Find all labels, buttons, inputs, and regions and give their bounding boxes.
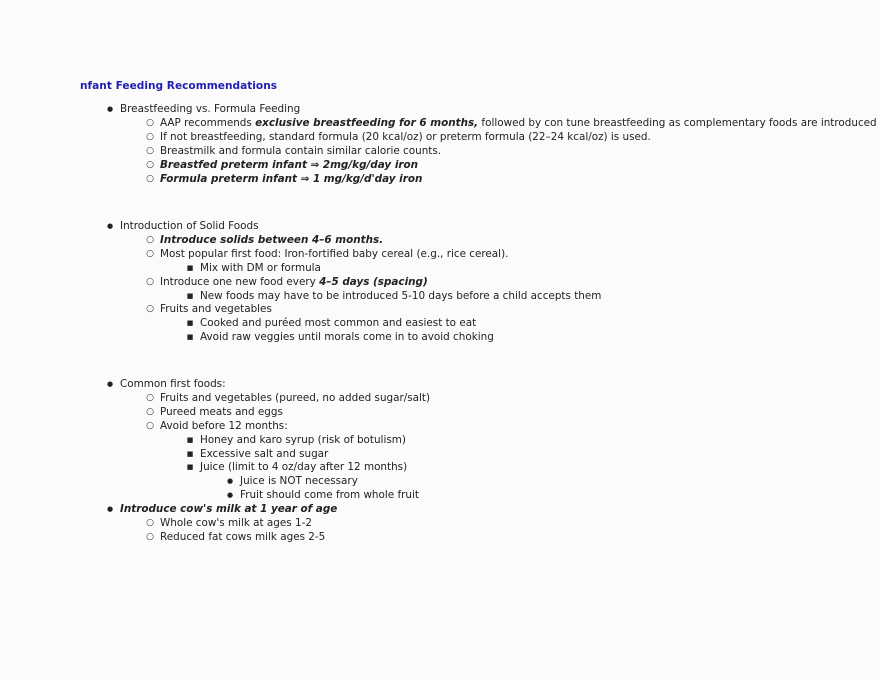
list-item-text: Avoid before 12 months: [160,420,288,432]
list-item-text: Fruits and vegetables (pureed, no added sugar/salt) [160,392,431,404]
list-item-text: Juice is NOT necessary [240,475,358,487]
list-item-text: Juice (limit to 4 oz/day after 12 months) [200,461,408,473]
list-item-text: Most popular first food: Iron-fortified baby cereal (e.g., rice cereal). [160,248,509,260]
bullet-square-icon [180,433,200,447]
bullet-disc-icon [220,474,240,488]
list-item-text: Fruits and vegetables [160,303,272,315]
bullet-disc-icon [100,102,120,116]
section-heading: Common first foods: [120,378,226,390]
list-item-text: Formula preterm infant ⇒ 1 mg/kg/d'day iron [160,173,423,185]
document-title: nfant Feeding Recommendations [80,80,278,92]
list-item-text: Avoid raw veggies until morals come in to avoid choking [200,331,494,343]
bullet-circle-icon [140,405,160,419]
list-item-text: New foods may have to be introduced 5-10 days before a child accepts them [200,290,602,302]
bullet-circle-icon [140,172,160,186]
section-heading: Introduce cow's milk at 1 year of age [120,503,338,515]
bullet-disc-icon [220,488,240,502]
bullet-circle-icon [140,144,160,158]
list-item-text: Mix with DM or formula [200,262,321,274]
bullet-square-icon [180,460,200,474]
bullet-circle-icon [140,247,160,261]
bullet-circle-icon [140,419,160,433]
list-item-text: Fruit should come from whole fruit [240,489,419,501]
bullet-square-icon [180,316,200,330]
section-heading: Breastfeeding vs. Formula Feeding [120,103,301,115]
bullet-square-icon [180,261,200,275]
bullet-circle-icon [140,130,160,144]
bullet-circle-icon [140,275,160,289]
list-item-text: Reduced fat cows milk ages 2-5 [160,531,326,543]
bullet-disc-icon [100,502,120,516]
list-item-text: AAP recommends exclusive breastfeeding for 6 months, followed by con tune breastfeeding as complementary foods are introduced [160,117,877,129]
list-item-text: Breastmilk and formula contain similar calorie counts. [160,145,442,157]
section-heading: Introduction of Solid Foods [120,220,259,232]
list-item-text: Honey and karo syrup (risk of botulism) [200,434,406,446]
bullet-circle-icon [140,233,160,247]
bullet-disc-icon [100,377,120,391]
list-item-text: Cooked and puréed most common and easiest to eat [200,317,477,329]
list-item-text: Excessive salt and sugar [200,448,329,460]
bullet-circle-icon [140,158,160,172]
bullet-square-icon [180,447,200,461]
list-item-text: If not breastfeeding, standard formula (20 kcal/oz) or preterm formula (22–24 kcal/oz) is used. [160,131,651,143]
bullet-circle-icon [140,116,160,130]
bullet-circle-icon [140,391,160,405]
bullet-square-icon [180,289,200,303]
list-item-text: Whole cow's milk at ages 1-2 [160,517,312,529]
bullet-circle-icon [140,302,160,316]
bullet-circle-icon [140,516,160,530]
bullet-square-icon [180,330,200,344]
list-item-text: Introduce one new food every 4–5 days (spacing) [160,276,428,288]
bullet-disc-icon [100,219,120,233]
bullet-circle-icon [140,530,160,544]
list-item-text: Breastfed preterm infant ⇒ 2mg/kg/day iron [160,159,419,171]
list-item-text: Introduce solids between 4–6 months. [160,234,384,246]
list-item-text: Pureed meats and eggs [160,406,283,418]
